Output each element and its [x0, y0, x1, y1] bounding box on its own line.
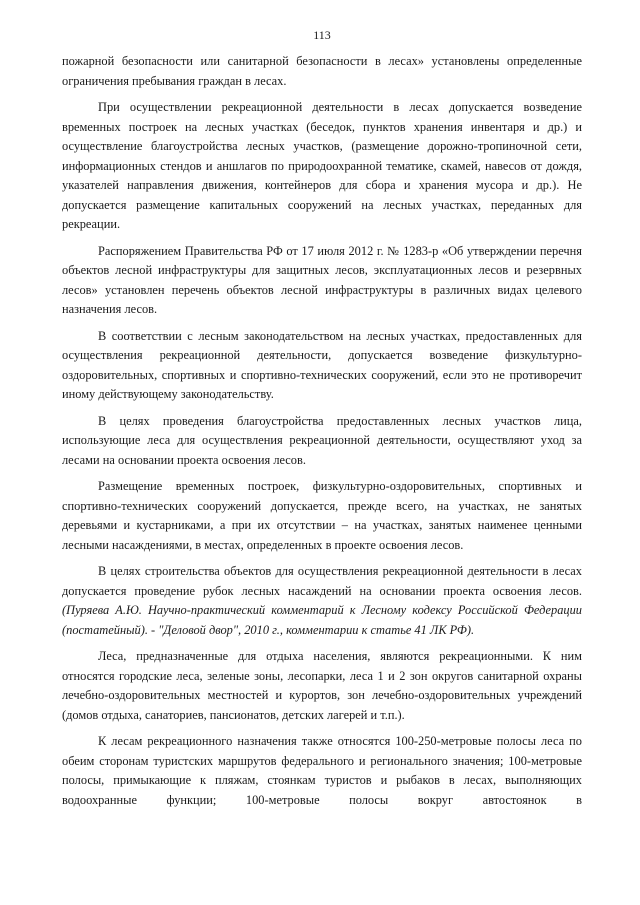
- paragraph-7: [62, 562, 582, 640]
- paragraph-3: Распоряжением Правительства РФ от 17 июля 2012 г. № 1283-р «Об утверждении перечня объектов лесной инфраструктуры для защитных лесов, эксплуатационных лесов и резервных лесов» установлен перечень объектов лесной инфраструктуры в различных видах целевого назначения лесов.: [62, 243, 582, 316]
- paragraph-1: пожарной безопасности или санитарной безопасности в лесах» установлены определенные ограничения пребывания граждан в лесах.: [62, 54, 582, 88]
- citation-reference: (Пуряева А.Ю. Научно-практический комментарий к Лесному кодексу Российской Федерации (постатейный). - "Деловой двор", 2010 г., комментарии к статье 41 ЛК РФ).: [62, 603, 582, 637]
- paragraph-4: В соответствии с лесным законодательством на лесных участках, предоставленных для осуществления рекреационной деятельности, допускается возведение физкультурно-оздоровительных, спортивных и спортивно-технических сооружений, если это не противоречит иному действующему законодательству.: [62, 328, 582, 401]
- document-body: [62, 52, 582, 810]
- paragraph-2: При осуществлении рекреационной деятельности в лесах допускается возведение временных построек на лесных участках (беседок, пунктов хранения инвентаря и др.) и осуществление благоустройства лесных участков, (размещение дорожно-тропиночной сети, информационных стендов и аншлагов по природоохранной тематике, скамей, навесов от дождя, указателей направления движения, контейнеров для сбора и хранения мусора и др.). Не допускается размещение капитальных сооружений на лесных участках, переданных для рекреации.: [62, 100, 582, 231]
- page-number: 113: [313, 28, 331, 42]
- paragraph-9: К лесам рекреационного назначения также относятся 100-250-метровые полосы леса по обеим сторонам туристских маршрутов федерального и регионального значения; 100-метровые полосы, примыкающие к пляжам, стоянкам туристов и рыбаков в лесах, выполняющих водоохранные функции; 100-метровые полосы вокруг автостоянок в: [62, 734, 582, 807]
- paragraph-8: Леса, предназначенные для отдыха населения, являются рекреационными. К ним относятся городские леса, зеленые зоны, лесопарки, леса 1 и 2 зон округов санитарной охраны лечебно-оздоровительных местностей и курортов, зон лечебно-оздоровительных учреждений (домов отдыха, санаториев, пансионатов, детских лагерей и т.п.).: [62, 649, 582, 722]
- paragraph-5: В целях проведения благоустройства предоставленных лесных участков лица, использующие леса для осуществления рекреационной деятельности, осуществляют уход за лесами на основании проекта освоения лесов.: [62, 413, 582, 467]
- paragraph-7-text: В целях строительства объектов для осуществления рекреационной деятельности в лесах допускается проведение рубок лесных насаждений на основании проекта освоения лесов.: [62, 564, 582, 598]
- paragraph-6: Размещение временных построек, физкультурно-оздоровительных, спортивных и спортивно-технических сооружений допускается, прежде всего, на участках, не занятых деревьями и кустарниками, а при их отсутствии – на участках, занятых наименее ценными лесными насаждениями, в местах, определенных в проекте освоения лесов.: [62, 479, 582, 552]
